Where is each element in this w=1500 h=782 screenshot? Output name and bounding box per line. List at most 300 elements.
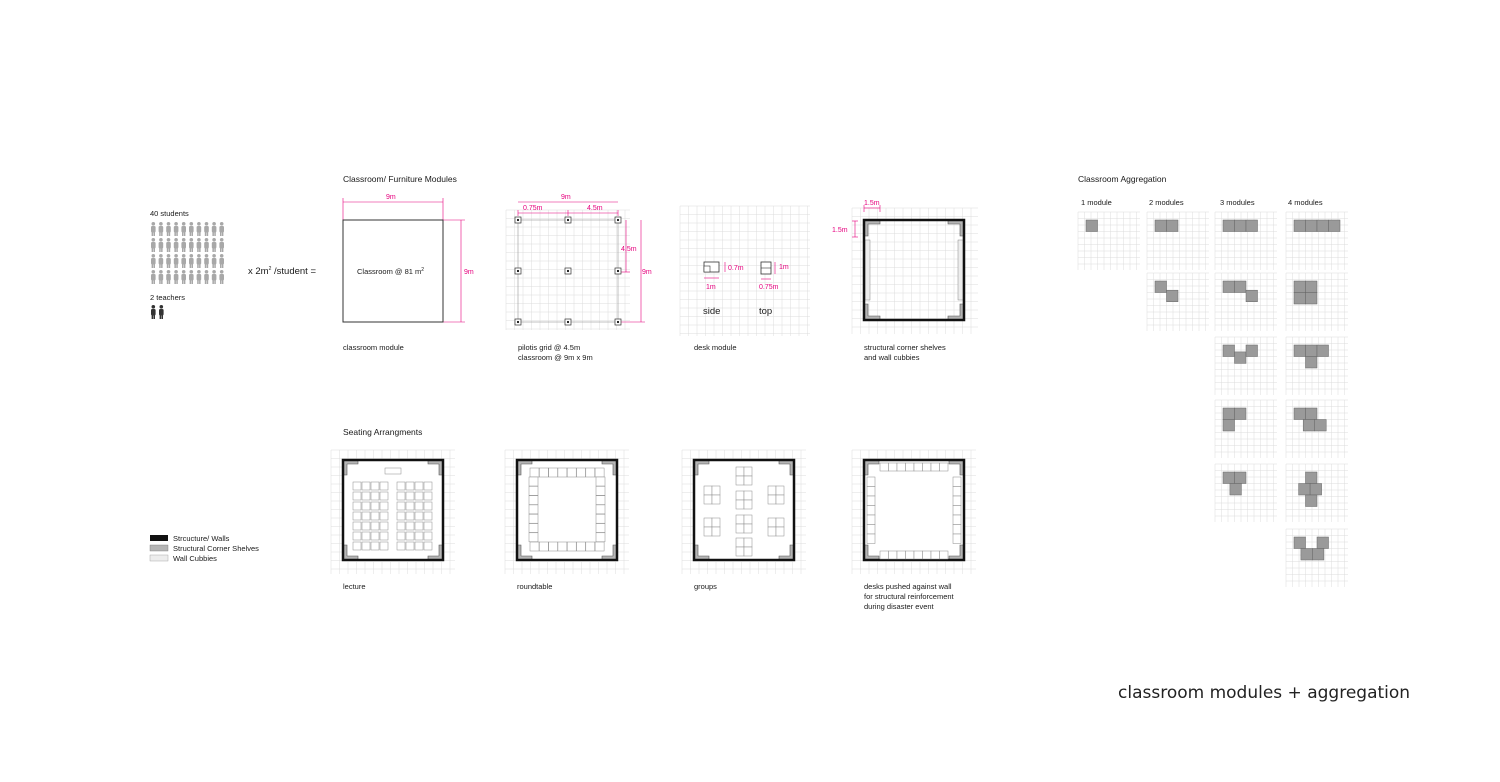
student-desk xyxy=(371,492,379,500)
student-desk xyxy=(380,502,388,510)
area-factor-prefix: x 2m xyxy=(248,266,269,277)
student-icon xyxy=(212,270,217,284)
student-icon xyxy=(159,238,164,252)
aggregation-shape xyxy=(1215,212,1277,270)
student-desk xyxy=(914,551,923,559)
desk-module-caption: desk module xyxy=(694,343,737,352)
student-desk xyxy=(736,515,744,524)
student-desk xyxy=(380,532,388,540)
student-desk xyxy=(371,512,379,520)
student-desk xyxy=(867,515,875,525)
teachers-label: 2 teachers xyxy=(150,293,186,302)
pilotis-grid-diagram xyxy=(506,194,652,330)
module-cell xyxy=(1317,220,1329,232)
student-desk xyxy=(415,482,423,490)
student-desk xyxy=(397,542,405,550)
student-desk xyxy=(867,534,875,544)
student-desk xyxy=(539,542,548,551)
student-desk xyxy=(406,492,414,500)
student-desk xyxy=(736,524,744,533)
student-desk xyxy=(931,463,940,471)
module-cell xyxy=(1317,345,1329,357)
student-desk xyxy=(867,496,875,506)
module-cell xyxy=(1294,408,1306,420)
student-desk xyxy=(867,506,875,516)
student-desk xyxy=(353,532,361,540)
student-desk xyxy=(353,482,361,490)
module-cell xyxy=(1299,484,1311,496)
student-icon xyxy=(181,254,186,268)
student-desk xyxy=(712,495,720,504)
student-desk xyxy=(406,512,414,520)
module-cell xyxy=(1246,290,1258,302)
student-desk xyxy=(371,502,379,510)
student-icon xyxy=(197,254,202,268)
aggregation-heading: Classroom Aggregation xyxy=(1078,174,1167,184)
module-cell xyxy=(1235,472,1247,484)
student-desk xyxy=(529,496,538,505)
student-icon xyxy=(174,254,179,268)
grid-lines xyxy=(680,206,810,336)
student-desk xyxy=(371,532,379,540)
module-cell xyxy=(1306,281,1318,293)
student-desk xyxy=(424,532,432,540)
student-desk xyxy=(586,542,595,551)
classroom-dim-height: 9m xyxy=(464,269,474,276)
student-icon xyxy=(151,238,156,252)
shelves-caption-line1: structural corner shelves xyxy=(864,343,946,352)
module-cell xyxy=(1306,220,1318,232)
student-desk xyxy=(880,463,889,471)
student-desk xyxy=(736,476,744,485)
module-cell xyxy=(1301,549,1313,561)
student-desk xyxy=(736,547,744,556)
student-desk xyxy=(596,533,605,542)
module-cell xyxy=(1235,408,1247,420)
student-desk xyxy=(940,463,949,471)
student-desk xyxy=(712,486,720,495)
student-icon xyxy=(181,238,186,252)
student-desk xyxy=(558,542,567,551)
module-cell xyxy=(1235,281,1247,293)
student-desk xyxy=(744,524,752,533)
student-icon xyxy=(204,222,209,236)
roundtable-caption: roundtable xyxy=(517,582,553,591)
student-icon xyxy=(166,254,171,268)
module-cell xyxy=(1167,220,1179,232)
pilotis-dim-height: 9m xyxy=(642,269,652,276)
student-icon xyxy=(166,222,171,236)
module-cell xyxy=(1086,220,1098,232)
module-cell xyxy=(1306,357,1318,369)
student-icon xyxy=(174,270,179,284)
student-desk xyxy=(906,463,915,471)
student-desk xyxy=(768,495,776,504)
seating-groups-diagram xyxy=(682,450,806,574)
module-cell xyxy=(1294,293,1306,305)
student-desk xyxy=(380,542,388,550)
student-desk xyxy=(953,515,961,525)
desk-top-height: 1m xyxy=(779,264,789,271)
student-desk xyxy=(353,492,361,500)
student-desk xyxy=(712,518,720,527)
student-desk xyxy=(353,512,361,520)
student-desk xyxy=(380,492,388,500)
legend-label-shelves: Structural Corner Shelves xyxy=(173,544,259,553)
student-icon xyxy=(174,222,179,236)
aggregation-shape xyxy=(1215,337,1277,395)
students-icon-grid xyxy=(151,222,224,284)
student-desk xyxy=(586,468,595,477)
aggregation-shape xyxy=(1286,529,1348,587)
student-desk xyxy=(362,492,370,500)
student-desk xyxy=(406,522,414,530)
teacher-desk xyxy=(385,468,401,474)
shelves-dim-height: 1.5m xyxy=(832,227,848,234)
student-desk xyxy=(596,496,605,505)
student-desk xyxy=(596,505,605,514)
student-icon xyxy=(189,238,194,252)
student-desk xyxy=(558,468,567,477)
classroom-center-label: Classroom @ 81 $m^2$ xyxy=(357,267,425,276)
student-icon xyxy=(189,222,194,236)
student-desk xyxy=(380,482,388,490)
student-icon xyxy=(219,270,224,284)
student-desk xyxy=(744,467,752,476)
desk-module-diagram xyxy=(680,206,810,336)
pilotis-dim-half: 4.5m xyxy=(587,205,603,212)
student-desk xyxy=(596,477,605,486)
module-cell xyxy=(1155,220,1167,232)
student-desk xyxy=(596,524,605,533)
student-desk xyxy=(415,522,423,530)
seating-pushed-diagram xyxy=(852,450,976,574)
module-cell xyxy=(1306,472,1318,484)
student-desk xyxy=(776,518,784,527)
student-desk xyxy=(529,533,538,542)
module-cell xyxy=(1230,484,1242,496)
student-desk xyxy=(923,551,932,559)
module-cell xyxy=(1246,220,1258,232)
student-desk xyxy=(353,542,361,550)
student-desk xyxy=(744,538,752,547)
student-icon xyxy=(197,222,202,236)
student-desk xyxy=(704,486,712,495)
shelves-room xyxy=(864,220,964,320)
student-icon xyxy=(197,270,202,284)
student-desk xyxy=(712,527,720,536)
student-desk xyxy=(424,542,432,550)
student-desk xyxy=(529,514,538,523)
student-desk xyxy=(931,551,940,559)
wall-cubby xyxy=(865,240,870,300)
teacher-icon xyxy=(159,305,164,319)
aggregation-shape xyxy=(1147,273,1209,331)
student-desk xyxy=(424,492,432,500)
student-desk xyxy=(406,482,414,490)
aggregation-shape xyxy=(1286,337,1348,395)
student-desk xyxy=(424,512,432,520)
student-desk xyxy=(415,532,423,540)
classroom-module-diagram xyxy=(343,194,474,322)
student-desk xyxy=(371,542,379,550)
student-desk xyxy=(744,547,752,556)
module-cell xyxy=(1223,420,1235,432)
student-desk xyxy=(736,491,744,500)
student-desk xyxy=(397,482,405,490)
module-cell xyxy=(1223,408,1235,420)
student-icon xyxy=(212,254,217,268)
student-desk xyxy=(380,522,388,530)
student-desk xyxy=(744,515,752,524)
student-desk xyxy=(424,482,432,490)
legend-swatch-cubbies xyxy=(150,555,168,561)
desk-top-width: 0.75m xyxy=(759,284,779,291)
teachers-icon-group xyxy=(151,305,164,319)
student-desk xyxy=(867,525,875,535)
student-desk xyxy=(530,542,539,551)
student-desk xyxy=(776,495,784,504)
aggregation-diagrams xyxy=(1078,212,1348,587)
desk-side-label: side xyxy=(703,306,721,317)
module-cell xyxy=(1294,537,1306,549)
student-desk xyxy=(549,468,558,477)
aggregation-shape xyxy=(1215,273,1277,331)
student-desk xyxy=(768,486,776,495)
module-cell xyxy=(1155,281,1167,293)
pilotis-caption-line2: classroom @ 9m x 9m xyxy=(518,353,593,362)
teacher-icon xyxy=(151,305,156,319)
pushed-caption-line1: desks pushed against wall xyxy=(864,582,952,591)
student-desk xyxy=(406,542,414,550)
area-factor xyxy=(248,266,316,277)
student-desk xyxy=(529,477,538,486)
modules-heading: Classroom/ Furniture Modules xyxy=(343,174,457,184)
classroom-dim-width: 9m xyxy=(386,194,396,201)
pilotis-dim-offset: 0.75m xyxy=(523,205,543,212)
student-icon xyxy=(151,222,156,236)
student-desk xyxy=(889,551,898,559)
student-icon xyxy=(174,238,179,252)
student-desk xyxy=(596,514,605,523)
module-cell xyxy=(1223,281,1235,293)
student-icon xyxy=(189,270,194,284)
student-desk xyxy=(768,518,776,527)
student-icon xyxy=(204,238,209,252)
student-desk xyxy=(776,486,784,495)
student-desk xyxy=(362,522,370,530)
area-factor-exp: 2 xyxy=(268,266,272,272)
student-desk xyxy=(530,468,539,477)
student-icon xyxy=(166,270,171,284)
agg-col-4: 4 modules xyxy=(1288,198,1323,207)
pilotis-caption-line1: pilotis grid @ 4.5m xyxy=(518,343,581,352)
student-desk xyxy=(953,477,961,487)
aggregation-shape xyxy=(1215,400,1277,458)
student-desk xyxy=(529,486,538,495)
student-desk xyxy=(897,551,906,559)
legend-swatch-shelves xyxy=(150,545,168,551)
student-desk xyxy=(577,468,586,477)
student-icon xyxy=(204,254,209,268)
desk-grid-lines xyxy=(680,206,810,336)
student-desk xyxy=(880,551,889,559)
aggregation-shape xyxy=(1286,400,1348,458)
student-desk xyxy=(914,463,923,471)
legend xyxy=(150,534,259,563)
student-desk xyxy=(953,496,961,506)
agg-col-3: 3 modules xyxy=(1220,198,1255,207)
module-cell xyxy=(1294,220,1306,232)
module-cell xyxy=(1167,290,1179,302)
aggregation-shape xyxy=(1078,212,1140,270)
pilotis-dim-total: 9m xyxy=(561,194,571,201)
legend-swatch-walls xyxy=(150,535,168,541)
shelves-dim-width: 1.5m xyxy=(864,200,880,207)
aggregation-shape xyxy=(1286,464,1348,522)
module-cell xyxy=(1329,220,1341,232)
student-icon xyxy=(159,270,164,284)
student-desk xyxy=(362,512,370,520)
student-icon xyxy=(212,238,217,252)
student-desk xyxy=(776,527,784,536)
legend-label-walls: Strcucture/ Walls xyxy=(173,534,230,543)
room-walls xyxy=(864,220,964,320)
agg-col-1: 1 module xyxy=(1081,198,1112,207)
student-desk xyxy=(529,505,538,514)
module-cell xyxy=(1306,293,1318,305)
student-icon xyxy=(219,238,224,252)
module-cell xyxy=(1223,345,1235,357)
student-icon xyxy=(219,254,224,268)
agg-col-2: 2 modules xyxy=(1149,198,1184,207)
student-desk xyxy=(867,487,875,497)
student-icon xyxy=(212,222,217,236)
desk-side-width: 1m xyxy=(706,284,716,291)
module-cell xyxy=(1315,420,1327,432)
pushed-caption-line3: during disaster event xyxy=(864,602,934,611)
student-desk xyxy=(362,542,370,550)
student-desk xyxy=(353,522,361,530)
shelves-caption-line2: and wall cubbies xyxy=(864,353,920,362)
student-desk xyxy=(539,468,548,477)
student-desk xyxy=(953,525,961,535)
aggregation-shape xyxy=(1147,212,1209,270)
student-desk xyxy=(923,463,932,471)
student-icon xyxy=(219,222,224,236)
module-cell xyxy=(1223,220,1235,232)
student-desk xyxy=(736,467,744,476)
student-desk xyxy=(953,534,961,544)
student-desk xyxy=(397,512,405,520)
student-desk xyxy=(704,495,712,504)
student-desk xyxy=(953,506,961,516)
student-desk xyxy=(577,542,586,551)
student-icon xyxy=(204,270,209,284)
module-cell xyxy=(1223,472,1235,484)
student-desk xyxy=(415,502,423,510)
seating-lecture-diagram xyxy=(331,450,455,574)
student-icon xyxy=(181,222,186,236)
student-desk xyxy=(704,518,712,527)
module-cell xyxy=(1310,484,1322,496)
student-desk xyxy=(397,522,405,530)
seating-heading: Seating Arrangments xyxy=(343,427,423,437)
module-cell xyxy=(1306,408,1318,420)
student-desk xyxy=(736,538,744,547)
module-cell xyxy=(1235,352,1247,364)
student-icon xyxy=(197,238,202,252)
module-cell xyxy=(1303,420,1315,432)
module-cell xyxy=(1294,281,1306,293)
pilotis-dim-half-v: 4.5m xyxy=(621,246,637,253)
student-icon xyxy=(189,254,194,268)
student-desk xyxy=(371,482,379,490)
student-icon xyxy=(181,270,186,284)
student-desk xyxy=(736,500,744,509)
seating-roundtable-diagram xyxy=(505,450,629,574)
student-desk xyxy=(549,542,558,551)
student-desk xyxy=(406,502,414,510)
student-desk xyxy=(704,527,712,536)
student-desk xyxy=(867,477,875,487)
student-desk xyxy=(595,542,604,551)
students-label: 40 students xyxy=(150,209,189,218)
aggregation-shape xyxy=(1215,464,1277,522)
wall-cubby xyxy=(958,240,963,300)
pushed-caption-line2: for structural reinforcement xyxy=(864,592,954,601)
student-desk xyxy=(362,482,370,490)
student-desk xyxy=(397,492,405,500)
module-cell xyxy=(1306,495,1318,507)
student-icon xyxy=(151,270,156,284)
student-icon xyxy=(166,238,171,252)
student-desk xyxy=(567,542,576,551)
module-cell xyxy=(1235,220,1247,232)
student-desk xyxy=(415,542,423,550)
legend-label-cubbies: Wall Cubbies xyxy=(173,554,217,563)
student-desk xyxy=(406,532,414,540)
student-desk xyxy=(596,486,605,495)
student-desk xyxy=(371,522,379,530)
groups-caption: groups xyxy=(694,582,717,591)
area-factor-suffix: /student = xyxy=(271,266,317,277)
student-desk xyxy=(744,500,752,509)
desk-top-label: top xyxy=(759,306,773,317)
lecture-caption: lecture xyxy=(343,582,366,591)
desk-side-height: 0.7m xyxy=(728,265,744,272)
student-desk xyxy=(362,532,370,540)
student-desk xyxy=(889,463,898,471)
student-icon xyxy=(159,222,164,236)
corner-shelf xyxy=(948,304,964,320)
student-icon xyxy=(151,254,156,268)
student-desk xyxy=(397,502,405,510)
shelves-diagram xyxy=(832,200,978,334)
pilotis-columns xyxy=(515,217,621,325)
student-desk xyxy=(897,463,906,471)
module-cell xyxy=(1306,345,1318,357)
student-icon xyxy=(159,254,164,268)
student-desk xyxy=(595,468,604,477)
student-desk xyxy=(397,532,405,540)
aggregation-shape xyxy=(1286,212,1348,270)
module-cell xyxy=(1312,549,1324,561)
classroom-module-caption: classroom module xyxy=(343,343,404,352)
module-cell xyxy=(1246,345,1258,357)
student-desk xyxy=(353,502,361,510)
module-cell xyxy=(1294,345,1306,357)
